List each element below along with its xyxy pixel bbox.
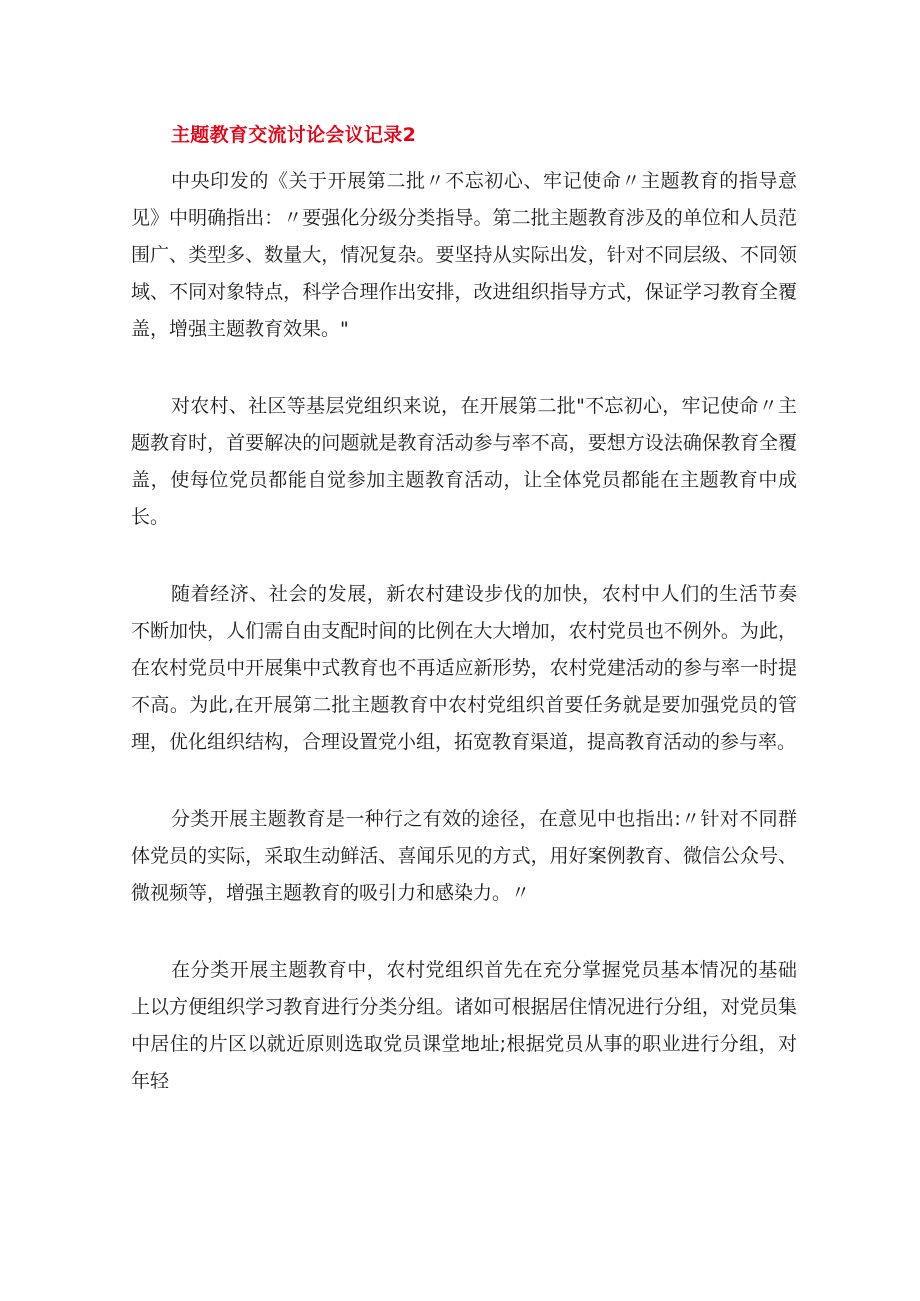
paragraph-1: 中央印发的《关于开展第二批〃不忘初心、牢记使命〃主题教育的指导意见》中明确指出：〃要强化分级分类指导。第二批主题教育涉及的单位和人员范围广、类型多、数量大，情况复杂。要坚持从实际出发，针对不同层级、不同领域、不同对象特点，科学合理作出安排，改进组织指导方式，保证学习教育全覆盖，增强主题教育效果。"	[131, 170, 797, 340]
paragraph-3: 随着经济、社会的发展，新农村建设步伐的加快，农村中人们的生活节奏不断加快，人们需自由支配时间的比例在大大增加，农村党员也不例外。为此，在农村党员中开展集中式教育也不再适应新形势，农村党建活动的参与率一时提不高。为此,在开展第二批主题教育中农村党组织首要任务就是要加强党员的管理，优化组织结构，合理设置党小组，拓宽教育渠道，提高教育活动的参与率。	[131, 583, 797, 753]
document-title: 主题教育交流讨论会议记录2	[171, 124, 417, 146]
paragraph-2: 对农村、社区等基层党组织来说，在开展第二批"不忘初心，牢记使命〃主题教育时，首要解决的问题就是教育活动参与率不高，要想方设法确保教育全覆盖，使每位党员都能自觉参加主题教育活动，让全体党员都能在主题教育中成长。	[131, 395, 797, 528]
document-body	[131, 163, 797, 1140]
paragraph-5: 在分类开展主题教育中，农村党组织首先在充分掌握党员基本情况的基础上以方便组织学习教育进行分类分组。诸如可根据居住情况进行分组，对党员集中居住的片区以就近原则选取党员课堂地址;根据党员从事的职业进行分组，对年轻	[131, 959, 797, 1092]
paragraph-4: 分类开展主题教育是一种行之有效的途径，在意见中也指出:〃针对不同群体党员的实际，采取生动鲜活、喜闻乐见的方式，用好案例教育、微信公众号、微视频等，增强主题教育的吸引力和感染力。〃	[131, 808, 797, 904]
